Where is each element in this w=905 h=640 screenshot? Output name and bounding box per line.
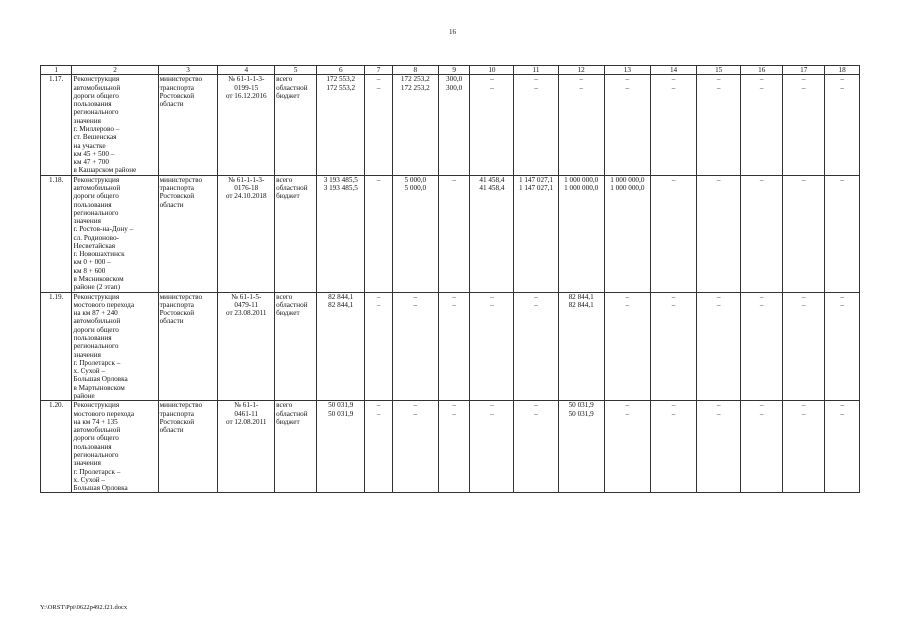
value-cell-line: 3 193 485,5 [323,183,358,192]
column-header: 13 [604,66,650,75]
value-cell-line: 82 844,1 [568,292,594,301]
value-cell-line: – [452,292,456,301]
funding-source-line: областной [276,83,308,92]
value-cell [558,175,604,292]
value-cell-line: 300,0 [446,75,463,84]
expertise-document [218,75,275,175]
expertise-document-line: от 24.10.2018 [225,192,267,201]
expertise-document [218,292,275,401]
object-description-line: пользования [73,442,112,451]
responsible-organization-line: Ростовской [159,192,195,201]
table-row [41,175,860,292]
object-description-line: автомобильной [73,426,121,435]
column-header: 9 [438,66,469,75]
object-description-line: регионального [73,450,119,459]
value-cell-line: – [490,401,494,410]
value-cell-line: – [671,175,676,184]
value-cell [438,175,469,292]
value-cell-line: – [759,292,764,301]
object-description-line: мостового перехода [73,300,135,309]
column-header: 15 [697,66,741,75]
value-cell [650,292,696,401]
value-cell-line: – [534,292,538,301]
value-cell-line: – [671,401,676,410]
table-row [41,401,860,493]
value-cell-line: – [840,175,844,184]
value-cell-line: – [759,409,764,418]
funding-source [275,292,317,401]
object-description-line: автомобильной [73,183,121,192]
value-cell [650,401,696,493]
column-header: 2 [72,66,158,75]
value-cell-line: – [579,83,583,92]
expertise-document-line: от 16.12.2016 [225,91,267,100]
value-cell [470,401,514,493]
value-cell [825,175,860,292]
value-cell-line: – [801,409,806,418]
value-cell [697,75,741,175]
responsible-organization-line: Ростовской [159,91,195,100]
expertise-document-line: № 61-1-5- [231,292,262,301]
table-row [41,75,860,175]
object-description-line: Большая Орловка [73,484,128,493]
value-cell-line: – [376,300,381,309]
value-cell [825,401,860,493]
object-description-line: на км 74 + 135 [73,417,118,426]
object-description-line: г. Пролетарск – [73,467,121,476]
value-cell-line: 5 000,0 [404,175,427,184]
value-cell [317,175,365,292]
object-description-line: в Мясниковском [73,275,124,284]
value-cell-line: – [840,292,844,301]
value-cell [650,75,696,175]
funding-source-line: бюджет [276,309,300,318]
object-description-line: пользования [73,200,112,209]
expertise-document-line: от 12.08.2011 [226,417,267,426]
value-cell-line: – [534,300,538,309]
object-description-line: пользования [73,100,112,109]
value-cell-line: – [801,75,806,84]
funding-source [275,401,317,493]
value-cell-line: – [840,401,844,410]
value-cell-line: 82 844,1 [568,300,594,309]
value-cell-line: – [413,401,418,410]
value-cell [604,75,650,175]
value-cell-line: – [625,401,630,410]
object-description-line: дороги общего [73,325,119,334]
value-cell [604,292,650,401]
value-cell-line: – [579,75,583,84]
value-cell-line: – [534,83,538,92]
value-cell [438,401,469,493]
object-description-line: мостового перехода [73,409,135,418]
object-description-line: значения [73,459,101,468]
value-cell [697,175,741,292]
value-cell-line: – [413,292,418,301]
value-cell-line: – [376,401,381,410]
value-cell [365,292,392,401]
value-cell [650,175,696,292]
value-cell-line: – [716,75,721,84]
value-cell-line: – [801,401,806,410]
value-cell-line: – [671,75,676,84]
column-header: 1 [41,66,72,75]
value-cell [365,75,392,175]
value-cell-line: – [801,175,806,184]
value-cell [392,401,438,493]
value-cell [514,292,558,401]
responsible-organization-line: транспорта [159,409,194,418]
object-description-line: ст. Вешенская [73,133,117,142]
value-cell-line: 172 553,2 [326,83,356,92]
object-description-line: г. Пролетарск – [73,358,121,367]
value-cell [514,75,558,175]
value-cell-line: – [801,292,806,301]
responsible-organization [158,292,218,401]
value-cell-line: – [452,175,456,184]
value-cell [317,292,365,401]
responsible-organization-line: Ростовской [159,309,195,318]
value-cell-line: 50 031,9 [568,409,594,418]
value-cell [514,401,558,493]
object-description [72,75,158,175]
row-number: 1.17. [41,75,72,175]
funding-source-line: бюджет [276,192,300,201]
value-cell-line: – [759,175,764,184]
object-description [72,292,158,401]
value-cell [438,292,469,401]
value-cell-line: – [671,409,676,418]
object-description-line: х. Сухой – [73,367,106,376]
object-description-line: г. Новошахтинск [73,250,125,259]
responsible-organization-line: министерство [159,75,203,84]
value-cell-line: – [716,83,721,92]
object-description-line: регионального [73,342,119,351]
object-description-line: на км 87 + 240 [73,309,118,318]
funding-source-line: всего [276,175,293,184]
value-cell [825,292,860,401]
object-description-line: Реконструкция [73,175,120,184]
expertise-document-line: № 61-1- [234,401,259,410]
value-cell [438,75,469,175]
value-cell-line: – [625,409,630,418]
file-path-footer: Y:\ORST\Ppi\0622p492.f21.docx [40,604,128,611]
object-description-line: Реконструкция [73,292,120,301]
object-description-line: дороги общего [73,192,119,201]
value-cell [783,75,825,175]
responsible-organization-line: транспорта [159,300,194,309]
object-description-line: значения [73,217,101,226]
value-cell [697,401,741,493]
row-number: 1.18. [41,175,72,292]
object-description-line: х. Сухой – [73,475,106,484]
value-cell [741,292,783,401]
column-header: 7 [365,66,392,75]
value-cell-line: 300,0 [446,83,463,92]
object-description-line: Реконструкция [73,75,120,84]
value-cell-line: – [759,83,764,92]
object-description-line: км 0 + 000 – [73,258,111,267]
column-header: 17 [783,66,825,75]
value-cell-line: – [452,401,456,410]
object-description-line: в Мартыновском [73,383,125,392]
row-number: 1.20. [41,401,72,493]
responsible-organization-line: области [159,200,184,209]
value-cell [470,75,514,175]
value-cell-line: 1 000 000,0 [610,183,645,192]
object-description-line: Несветайская [73,241,116,250]
value-cell-line: – [840,409,844,418]
value-cell-line: 5 000,0 [404,183,427,192]
object-description-line: км 45 + 500 – [73,149,115,158]
object-description-line: г. Ростов-на-Дону – [73,225,134,234]
column-header: 12 [558,66,604,75]
responsible-organization-line: министерство [159,175,203,184]
column-header: 10 [470,66,514,75]
value-cell-line: 50 031,9 [328,409,354,418]
object-description-line: дороги общего [73,434,119,443]
value-cell-line: – [671,292,676,301]
expertise-document [218,175,275,292]
value-cell-line: – [716,300,721,309]
value-cell-line: 50 031,9 [328,401,354,410]
value-cell-line: 1 000 000,0 [564,183,599,192]
object-description-line: автомобильной [73,83,121,92]
object-description-line: районе [73,391,95,400]
value-cell-line: – [716,292,721,301]
expertise-document [218,401,275,493]
value-cell-line: – [413,409,418,418]
value-cell-line: – [671,300,676,309]
value-cell [783,175,825,292]
value-cell [825,75,860,175]
value-cell-line: – [376,409,381,418]
value-cell [317,401,365,493]
funding-source-line: всего [276,401,293,410]
expertise-document-line: № 61-1-1-3- [228,175,265,184]
value-cell [470,175,514,292]
responsible-organization-line: области [159,317,184,326]
value-cell-line: – [625,300,630,309]
value-cell-line: – [413,300,418,309]
funding-source-line: всего [276,292,293,301]
value-cell [783,401,825,493]
value-cell-line: – [759,300,764,309]
responsible-organization-line: области [159,426,184,435]
object-description-line: км 47 + 700 [73,158,109,167]
value-cell [741,175,783,292]
value-cell-line: – [840,83,844,92]
object-description-line: Большая Орловка [73,375,128,384]
value-cell-line: 41 458,4 [479,183,505,192]
value-cell [558,401,604,493]
value-cell-line: – [534,75,538,84]
value-cell-line: 172 553,2 [326,75,356,84]
value-cell-line: – [534,401,538,410]
responsible-organization-line: министерство [159,401,203,410]
object-description-line: значения [73,116,101,125]
value-cell [470,292,514,401]
value-cell [514,175,558,292]
value-cell-line: – [452,300,456,309]
value-cell [558,292,604,401]
object-description-line: значения [73,350,101,359]
value-cell-line: 1 000 000,0 [564,175,599,184]
value-cell-line: – [490,83,494,92]
funding-source-line: областной [276,183,308,192]
table-body [41,75,860,493]
value-cell [392,175,438,292]
value-cell-line: – [671,83,676,92]
value-cell-line: 172 253,2 [400,75,430,84]
value-cell [558,75,604,175]
funding-source-line: областной [276,300,308,309]
object-description-line: дороги общего [73,91,119,100]
responsible-organization-line: транспорта [159,183,194,192]
object-description-line: сл. Родионово- [73,233,119,242]
object-description-line: г. Миллерово – [73,124,120,133]
funding-source-line: бюджет [276,91,300,100]
value-cell-line: 1 000 000,0 [610,175,645,184]
value-cell [392,292,438,401]
object-description-line: на участке [73,141,106,150]
value-cell-line: 50 031,9 [568,401,594,410]
value-cell-line: – [716,401,721,410]
responsible-organization-line: транспорта [159,83,194,92]
column-header: 3 [158,66,218,75]
value-cell-line: 41 458,4 [479,175,505,184]
value-cell [741,75,783,175]
object-description-line: в Кашарском районе [73,166,137,175]
column-header: 11 [514,66,558,75]
page-number: 16 [449,28,456,36]
value-cell-line: – [801,300,806,309]
value-cell-line: – [625,75,630,84]
value-cell-line: – [490,292,494,301]
expertise-document-line: № 61-1-1-3- [228,75,265,84]
value-cell-line: 82 844,1 [328,300,354,309]
funding-source-line: областной [276,409,308,418]
value-cell-line: – [759,401,764,410]
value-cell-line: – [376,83,381,92]
value-cell-line: 1 147 027,1 [518,183,554,192]
value-cell-line: – [376,292,381,301]
value-cell-line: – [452,409,456,418]
expertise-document-line: 0461-11 [234,409,259,418]
column-header: 4 [218,66,275,75]
value-cell-line: – [840,75,844,84]
column-header: 8 [392,66,438,75]
column-header: 6 [317,66,365,75]
expertise-document-line: 0199-15 [234,83,259,92]
value-cell-line: – [490,75,494,84]
value-cell-line: – [490,300,494,309]
expertise-document-line: 0176-18 [234,183,259,192]
value-cell [741,401,783,493]
object-description [72,401,158,493]
responsible-organization-line: Ростовской [159,417,195,426]
column-header: 16 [741,66,783,75]
program-table [40,65,860,493]
value-cell-line: 1 147 027,1 [518,175,554,184]
responsible-organization [158,175,218,292]
value-cell-line: – [625,292,630,301]
value-cell-line: – [625,83,630,92]
value-cell-line: – [490,409,494,418]
value-cell-line: – [376,175,381,184]
value-cell [697,292,741,401]
object-description-line: пользования [73,334,112,342]
value-cell-line: – [840,300,844,309]
responsible-organization [158,401,218,493]
funding-source-line: бюджет [276,417,300,426]
value-cell-line: – [534,409,538,418]
value-cell [604,401,650,493]
value-cell-line: – [376,75,381,84]
value-cell-line: – [716,175,721,184]
value-cell-line: 3 193 485,5 [323,175,358,184]
object-description-line: км 8 + 600 [73,266,106,275]
object-description-line: регионального [73,108,119,117]
responsible-organization-line: министерство [159,292,203,301]
funding-source [275,175,317,292]
value-cell-line: – [801,83,806,92]
header-row [41,66,860,75]
object-description-line: Реконструкция [73,401,120,410]
table-header [41,66,860,75]
value-cell [317,75,365,175]
value-cell-line: – [759,75,764,84]
value-cell [365,175,392,292]
object-description [72,175,158,292]
funding-source [275,75,317,175]
funding-source-line: всего [276,75,293,84]
object-description-line: регионального [73,208,119,217]
object-description-line: районе (2 этап) [73,283,120,292]
responsible-organization [158,75,218,175]
table-row [41,292,860,401]
column-header: 18 [825,66,860,75]
value-cell [392,75,438,175]
value-cell [365,401,392,493]
value-cell [604,175,650,292]
row-number: 1.19. [41,292,72,401]
column-header: 14 [650,66,696,75]
value-cell [783,292,825,401]
column-header: 5 [275,66,317,75]
expertise-document-line: от 23.08.2011 [226,309,267,318]
responsible-organization-line: области [159,100,184,109]
object-description-line: автомобильной [73,317,121,326]
value-cell-line: 172 253,2 [400,83,430,92]
expertise-document-line: 0479-11 [234,300,259,309]
value-cell-line: – [716,409,721,418]
value-cell-line: 82 844,1 [328,292,354,301]
